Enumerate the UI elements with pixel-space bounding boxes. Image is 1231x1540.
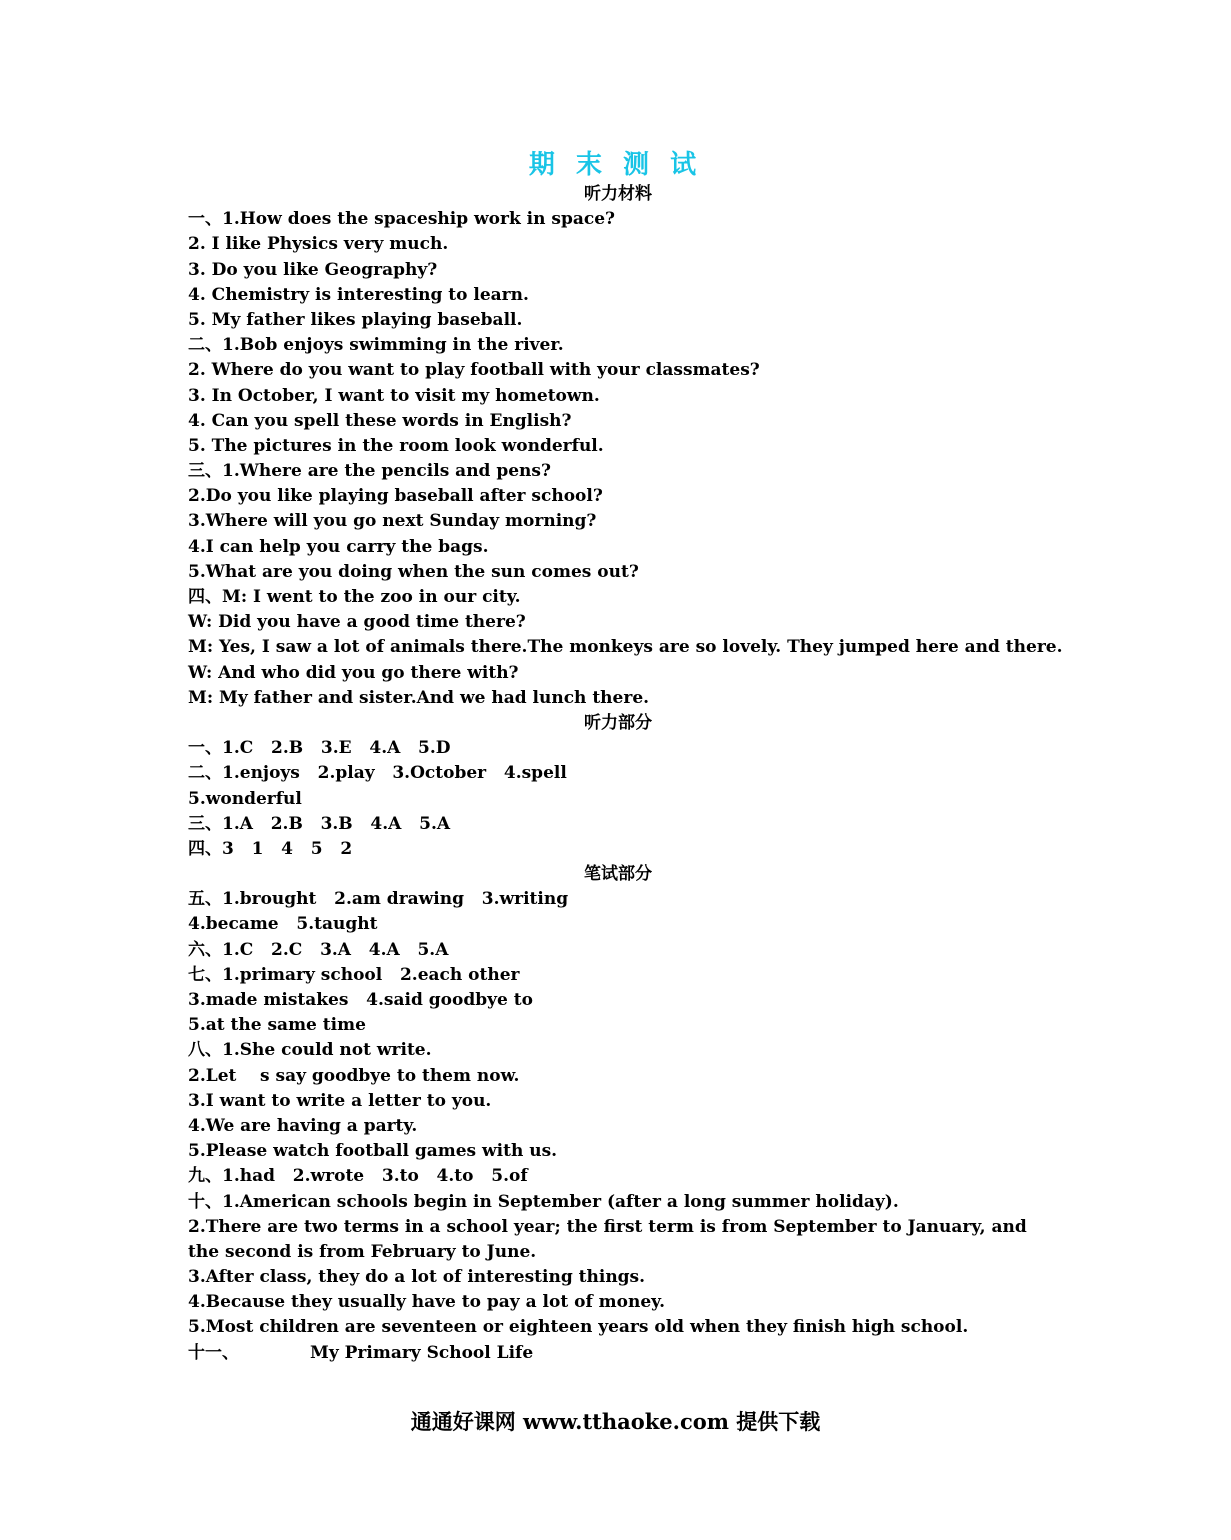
text-line: 5.at the same time <box>188 1015 366 1036</box>
section-listening-material <box>188 182 1063 711</box>
text-line: 3. In October, I want to visit my hometown. <box>188 385 600 406</box>
text-line: 七、1.primary school 2.each other <box>188 964 520 985</box>
text-line: 三、1.Where are the pencils and pens? <box>188 461 551 482</box>
text-line: 5.What are you doing when the sun comes out? <box>188 561 639 582</box>
section-heading: 听力部分 <box>584 712 652 733</box>
text-line: 3.made mistakes 4.said goodbye to <box>188 990 533 1010</box>
page-title: 期 末 测 试 <box>528 150 703 180</box>
text-line: 5.Please watch football games with us. <box>188 1141 558 1162</box>
text-line: 5.wonderful <box>188 788 302 809</box>
text-line: 2.There are two terms in a school year; the first term is from September to January, and the second is from February to June. <box>188 1216 1027 1262</box>
text-line: 2.Let s say goodbye to them now. <box>188 1065 520 1086</box>
text-line: 3. Do you like Geography? <box>188 259 438 280</box>
text-line: 5. The pictures in the room look wonderful. <box>188 435 604 456</box>
text-line: 3.Where will you go next Sunday morning? <box>188 511 597 532</box>
text-line: 4.I can help you carry the bags. <box>188 536 489 557</box>
text-line: 五、1.brought 2.am drawing 3.writing <box>188 889 569 910</box>
text-line: 5. My father likes playing baseball. <box>188 309 523 330</box>
text-line: W: And who did you go there with? <box>188 662 519 683</box>
section-written-answers <box>188 862 1048 1366</box>
text-line: 九、1.had 2.wrote 3.to 4.to 5.of <box>188 1166 528 1187</box>
text-line: 2.Do you like playing baseball after school? <box>188 486 603 507</box>
section-heading: 听力材料 <box>584 184 652 204</box>
footer-source: 通通好课网 www.tthaoke.com 提供下载 <box>410 1409 821 1434</box>
text-line: 2. Where do you want to play football with your classmates? <box>188 360 760 381</box>
text-line: 一、1.C 2.B 3.E 4.A 5.D <box>188 738 451 759</box>
text-line: 4. Chemistry is interesting to learn. <box>188 284 529 305</box>
text-line: 十一、 My Primary School Life <box>188 1342 534 1363</box>
text-line: 四、M: I went to the zoo in our city. <box>188 587 521 607</box>
text-line: 三、1.A 2.B 3.B 4.A 5.A <box>188 813 451 834</box>
text-line: 3.After class, they do a lot of interesting things. <box>188 1267 646 1288</box>
text-line: M: Yes, I saw a lot of animals there.The monkeys are so lovely. They jumped here and there. <box>188 637 1063 658</box>
section-heading: 笔试部分 <box>584 864 652 885</box>
text-line: W: Did you have a good time there? <box>188 612 526 633</box>
text-line: 六、1.C 2.C 3.A 4.A 5.A <box>188 939 449 960</box>
text-line: 2. I like Physics very much. <box>188 234 449 255</box>
text-line: M: My father and sister.And we had lunch there. <box>188 687 650 708</box>
text-line: 5.Most children are seventeen or eighteen years old when they finish high school. <box>188 1317 969 1338</box>
text-line: 4.became 5.taught <box>188 914 378 935</box>
section-listening-answers <box>188 711 1048 862</box>
text-line: 二、1.Bob enjoys swimming in the river. <box>188 335 564 356</box>
answer-content <box>188 182 1063 1366</box>
text-line: 一、1.How does the spaceship work in space? <box>188 209 615 230</box>
text-line: 4.Because they usually have to pay a lot of money. <box>188 1292 666 1313</box>
text-line: 4. Can you spell these words in English? <box>188 410 572 431</box>
text-line: 四、3 1 4 5 2 <box>188 838 353 859</box>
text-line: 八、1.She could not write. <box>188 1040 432 1061</box>
text-line: 3.I want to write a letter to you. <box>188 1090 492 1111</box>
text-line: 二、1.enjoys 2.play 3.October 4.spell <box>188 763 567 784</box>
text-line: 十、1.American schools begin in September (after a long summer holiday). <box>188 1191 899 1212</box>
text-line: 4.We are having a party. <box>188 1115 418 1136</box>
